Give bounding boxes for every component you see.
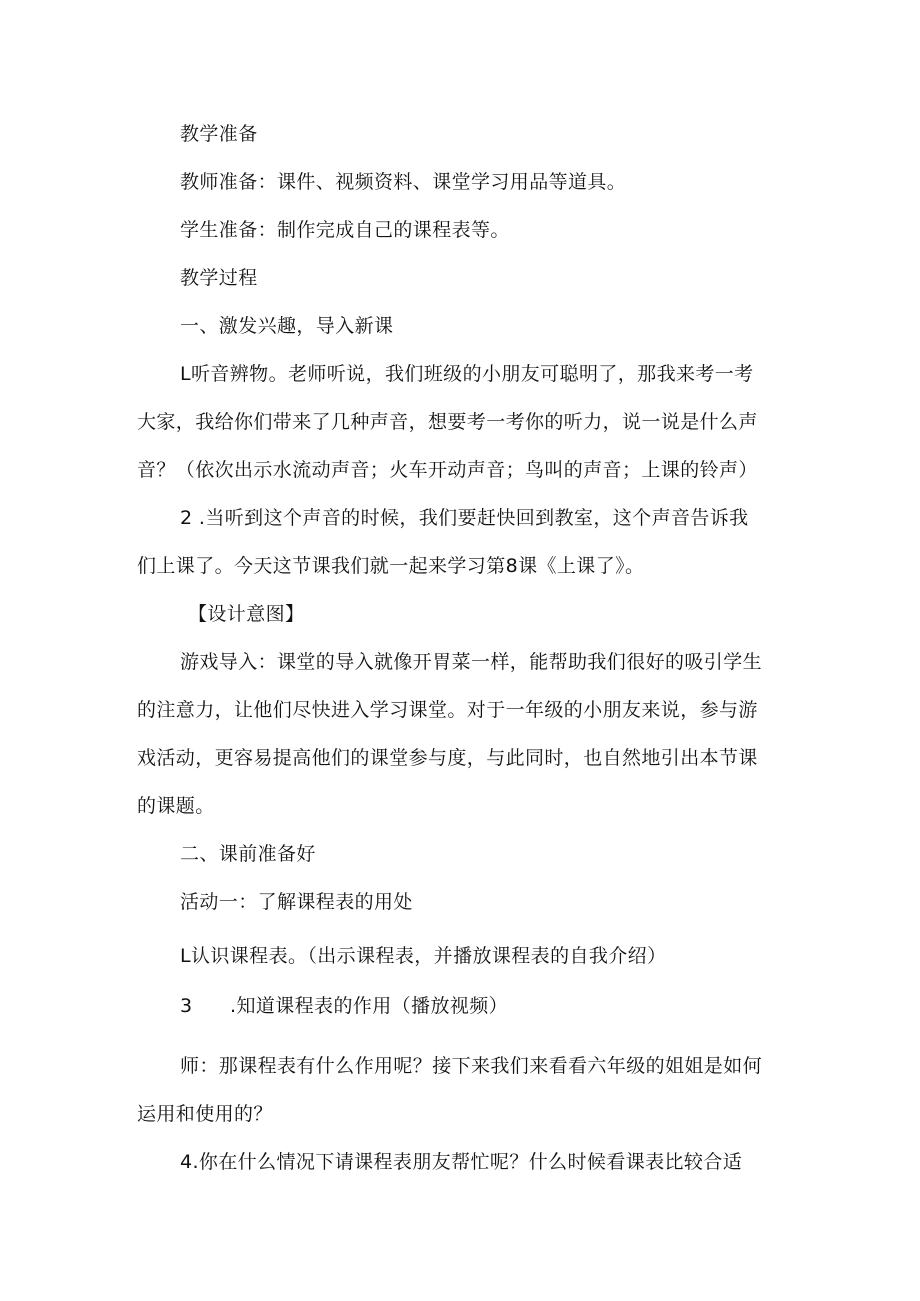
section-heading-teaching-prep: 教学准备 xyxy=(180,123,258,145)
list-item-text: .知道课程表的作用（播放视频） xyxy=(230,995,509,1017)
design-intent-heading: 【设计意图】 xyxy=(188,603,305,625)
student-prep-line: 学生准备：制作完成自己的课程表等。 xyxy=(180,219,510,241)
paragraph-line: 师：那课程表有什么作用呢？接下来我们来看看六年级的姐姐是如何 xyxy=(180,1055,763,1077)
paragraph-line: 运用和使用的？ xyxy=(137,1103,273,1125)
list-item: L认识课程表。（出示课程表，并播放课程表的自我介绍） xyxy=(180,945,667,967)
paragraph-line: 大家，我给你们带来了几种声音，想要考一考你的听力，说一说是什么声 xyxy=(137,411,758,433)
paragraph-line: 戏活动，更容易提高他们的课堂参与度，与此同时，也自然地引出本节课 xyxy=(137,747,758,769)
paragraph-line: 的注意力，让他们尽快进入学习课堂。对于一年级的小朋友来说，参与游 xyxy=(137,699,758,721)
teacher-prep-line: 教师准备：课件、视频资料、课堂学习用品等道具。 xyxy=(180,171,627,193)
paragraph-line: 4.你在什么情况下请课程表朋友帮忙呢？什么时候看课表比较合适 xyxy=(180,1151,743,1173)
paragraph-line: 2 .当听到这个声音的时候，我们要赶快回到教室，这个声音告诉我 xyxy=(180,507,749,529)
paragraph-line: 游戏导入：课堂的导入就像开胃菜一样，能帮助我们很好的吸引学生 xyxy=(180,651,763,673)
subsection-heading-1: 一、激发兴趣，导入新课 xyxy=(180,315,394,337)
list-item-number: 3 xyxy=(180,995,193,1017)
section-heading-teaching-process: 教学过程 xyxy=(180,267,258,289)
paragraph-line: L听音辨物。老师听说，我们班级的小朋友可聪明了，那我来考一考 xyxy=(180,363,754,385)
activity-heading: 活动一：了解课程表的用处 xyxy=(180,891,413,913)
subsection-heading-2: 二、课前准备好 xyxy=(180,843,316,865)
paragraph-line: 们上课了。今天这节课我们就一起来学习第8课《上课了》。 xyxy=(137,555,645,577)
paragraph-line: 的课题。 xyxy=(137,795,215,817)
paragraph-line: 音？（依次出示水流动声音；火车开动声音；鸟叫的声音；上课的铃声） xyxy=(137,459,758,481)
